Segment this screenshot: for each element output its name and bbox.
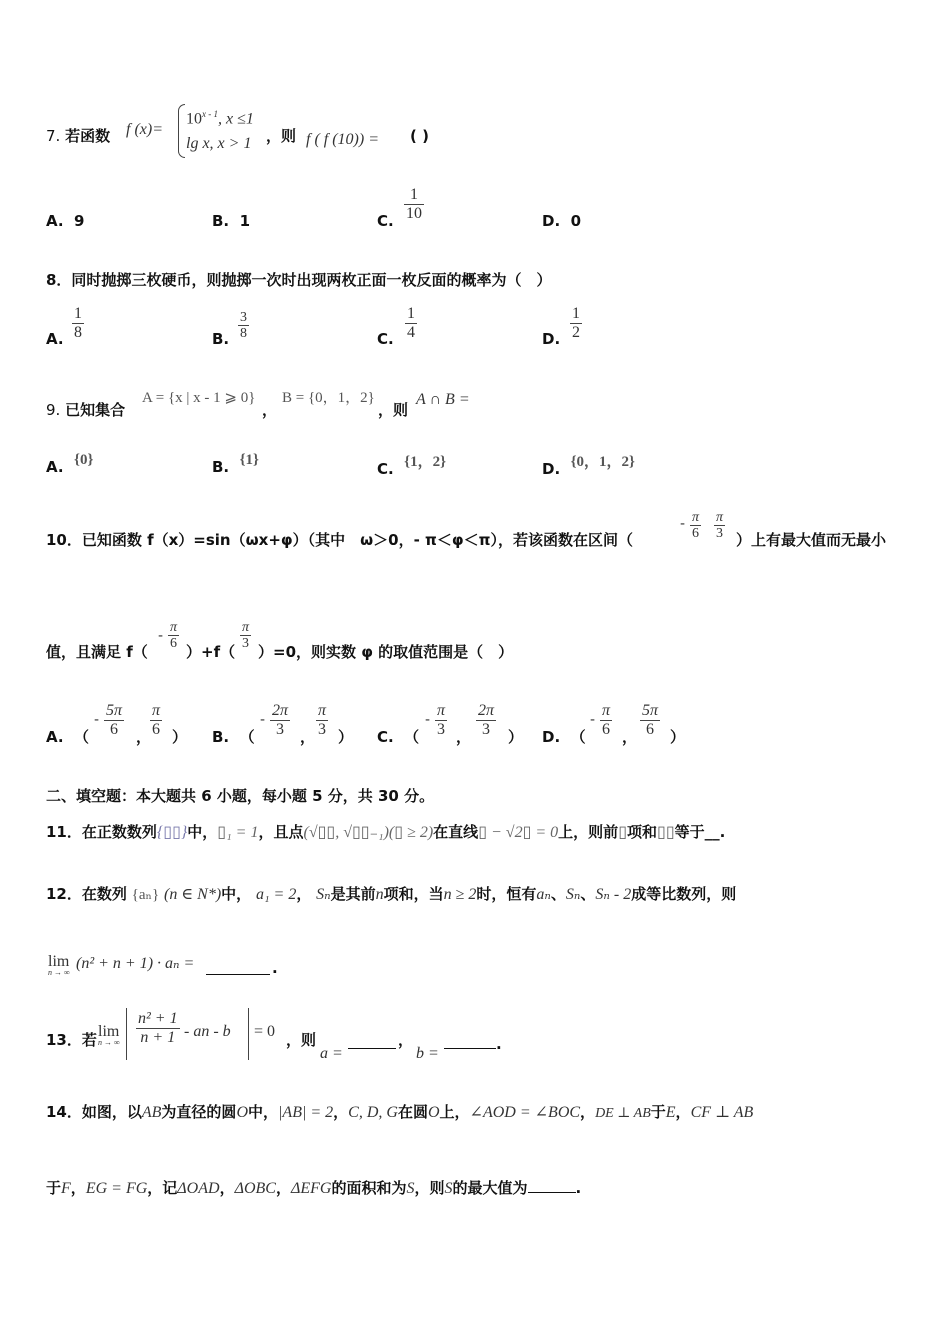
- section-2-heading: 二、填空题：本大题共 6 小题，每小题 5 分，共 30 分。: [46, 787, 435, 805]
- q8-text: 8．同时抛掷三枚硬币，则抛掷一次时出现两枚正面一枚反面的概率为（ ）: [46, 271, 552, 289]
- q10-line2-c: ）=0，则实数 φ 的取值范围是（ ）: [258, 643, 514, 661]
- q7-option-a[interactable]: A. 9: [46, 212, 85, 230]
- q13-abs-left: [126, 1008, 127, 1060]
- q10-option-b-frac-b: π 3: [318, 702, 327, 738]
- q9-option-d[interactable]: D. {0，1，2}: [542, 454, 635, 478]
- q9-sep: ，: [262, 401, 278, 419]
- q7-line: [46, 126, 110, 146]
- q13-end: .: [496, 1035, 502, 1053]
- q10-interval-a: π 6: [692, 510, 700, 541]
- q9-line: 9. 已知集合: [46, 401, 126, 419]
- q12-end: .: [272, 959, 278, 977]
- q13-lim-sub: n → ∞: [98, 1038, 120, 1047]
- q14-line1: 14．如图，以AB为直径的圆O中，|AB| = 2，C, D, G在圆O上，∠AOD = ∠BOC，DE ⊥ AB于E，CF ⊥ AB: [46, 1103, 754, 1121]
- q7-option-d[interactable]: D. 0: [542, 212, 582, 230]
- q9-option-a[interactable]: A. {0}: [46, 452, 94, 476]
- q13-a: a =: [320, 1045, 343, 1062]
- q8-option-c-fraction: 1 4: [407, 305, 415, 341]
- q8-option-c[interactable]: C.: [377, 330, 394, 348]
- q12-answer-blank[interactable]: [206, 958, 270, 975]
- q12-lim-sub: n → ∞: [48, 968, 70, 977]
- q10-option-a-close: ）: [172, 728, 188, 746]
- q8-option-a-fraction: 1 8: [74, 305, 82, 341]
- q8-option-b[interactable]: B.: [212, 330, 230, 348]
- q13-text2: ，则: [286, 1031, 317, 1049]
- q9-option-b[interactable]: B. {1}: [212, 452, 259, 476]
- q7-paren: ( ): [410, 127, 429, 145]
- q10-text1: 10．已知函数 f（x）=sin（ωx+φ）（其中 ω＞0，- π＜φ＜π），若该函数在区间（: [46, 531, 634, 549]
- q13-fraction: n² + 1 n + 1: [138, 1010, 178, 1046]
- q10-option-d[interactable]: D. （: [542, 728, 586, 746]
- q10-minus-a: -: [680, 516, 686, 532]
- q10-option-a-frac-b: π 6: [152, 702, 161, 738]
- q9-set-a: A = {x | x - 1 ⩾ 0}: [142, 390, 256, 406]
- q9-text2: ，则: [378, 401, 409, 419]
- q7-text: 若函数: [65, 127, 111, 145]
- q10-option-c-minus: -: [425, 712, 431, 728]
- q7-option-c[interactable]: C.: [377, 212, 394, 230]
- q10-option-d-minus: -: [590, 712, 596, 728]
- q13-b: b =: [416, 1045, 439, 1062]
- q14-answer-blank[interactable]: [528, 1178, 576, 1193]
- q8-option-d[interactable]: D.: [542, 330, 561, 348]
- q10-option-a[interactable]: A. （: [46, 728, 90, 746]
- q9-expr: A ∩ B =: [416, 391, 470, 408]
- q8-option-a[interactable]: A.: [46, 330, 64, 348]
- q14-line2: 于F，EG = FG，记ΔOAD，ΔOBC，ΔEFG的面积和为S，则S的最大值为 .: [46, 1179, 582, 1197]
- q10-option-b-close: ）: [338, 728, 354, 746]
- q10-option-a-minus: -: [94, 712, 100, 728]
- q10-option-d-frac-b: 5π 6: [642, 702, 659, 738]
- q10-option-b-minus: -: [260, 712, 266, 728]
- q13-abs-right: [248, 1008, 249, 1060]
- q10-option-b-frac-a: 2π 3: [272, 702, 289, 738]
- q7-case1: 10$^{x - 1}$, x ≤1: [186, 109, 254, 128]
- q10-option-c-frac-b: 2π 3: [478, 702, 495, 738]
- q10-line2-frac-a: π 6: [170, 620, 178, 651]
- q13-b-blank[interactable]: [444, 1032, 496, 1049]
- q8-option-b-fraction: 3 8: [240, 310, 247, 341]
- q13-sep: ，: [398, 1031, 414, 1049]
- q12-expr: (n² + n + 1) · aₙ =: [76, 955, 195, 972]
- q10-option-c-close: ）: [508, 728, 524, 746]
- q10-option-d-comma: ，: [622, 728, 638, 746]
- q10-line2-frac-b: π 3: [242, 620, 250, 651]
- q7-option-c-fraction: 1 10: [406, 186, 422, 222]
- q13-text1: 13．若: [46, 1031, 97, 1049]
- q10-text2: ）上有最大值而无最小: [736, 531, 887, 549]
- q12-lim: lim: [48, 953, 70, 970]
- q13-rest: - an - b: [184, 1023, 231, 1040]
- q10-option-c-comma: ，: [456, 728, 472, 746]
- q7-text2: ，则: [266, 127, 297, 145]
- q9-option-c[interactable]: C. {1，2}: [377, 454, 446, 478]
- q8-option-d-fraction: 1 2: [572, 305, 580, 341]
- q12-line1: 12．在数列 {aₙ} (n ∈ N*)中， a₁ = 2， Sₙ是其前n项和，当n ≥ 2时，恒有aₙ、Sₙ、Sₙ - 2成等比数列，则: [46, 885, 737, 903]
- q10-option-b[interactable]: B. （: [212, 728, 255, 746]
- q7-case2: lg x, x > 1: [186, 135, 252, 152]
- q11-line: 11．在正数数列{▯▯}中，▯₁ = 1，且点(√▯▯, √▯▯₋₁)(▯ ≥ 2)在直线▯ − √2▯ = 0上，则前▯项和▯▯等于__.: [46, 823, 726, 841]
- q10-interval-b: π 3: [716, 510, 724, 541]
- q10-line2-b: ）+f（: [186, 643, 236, 661]
- q13-a-blank[interactable]: [348, 1032, 396, 1049]
- q10-line2-a: 值，且满足 f（: [46, 643, 148, 661]
- q9-set-b: B = {0，1，2}: [282, 390, 375, 406]
- q7-option-b[interactable]: B. 1: [212, 212, 251, 230]
- q10-minus-b: -: [158, 628, 164, 644]
- q10-option-d-frac-a: π 6: [602, 702, 611, 738]
- q7-number: 7.: [46, 127, 61, 145]
- q10-option-b-comma: ，: [300, 728, 316, 746]
- q10-option-d-close: ）: [670, 728, 686, 746]
- q7-expr: f ( f (10)) =: [306, 131, 379, 148]
- q13-lim: lim: [98, 1023, 120, 1040]
- q10-option-c-frac-a: π 3: [437, 702, 446, 738]
- q10-option-a-frac-a: 5π 6: [106, 702, 123, 738]
- q10-option-a-comma: ，: [136, 728, 152, 746]
- q7-fx: f (x)=: [126, 121, 163, 138]
- q7-brace: [178, 104, 185, 158]
- q10-option-c[interactable]: C. （: [377, 728, 420, 746]
- q13-eq: = 0: [254, 1023, 276, 1040]
